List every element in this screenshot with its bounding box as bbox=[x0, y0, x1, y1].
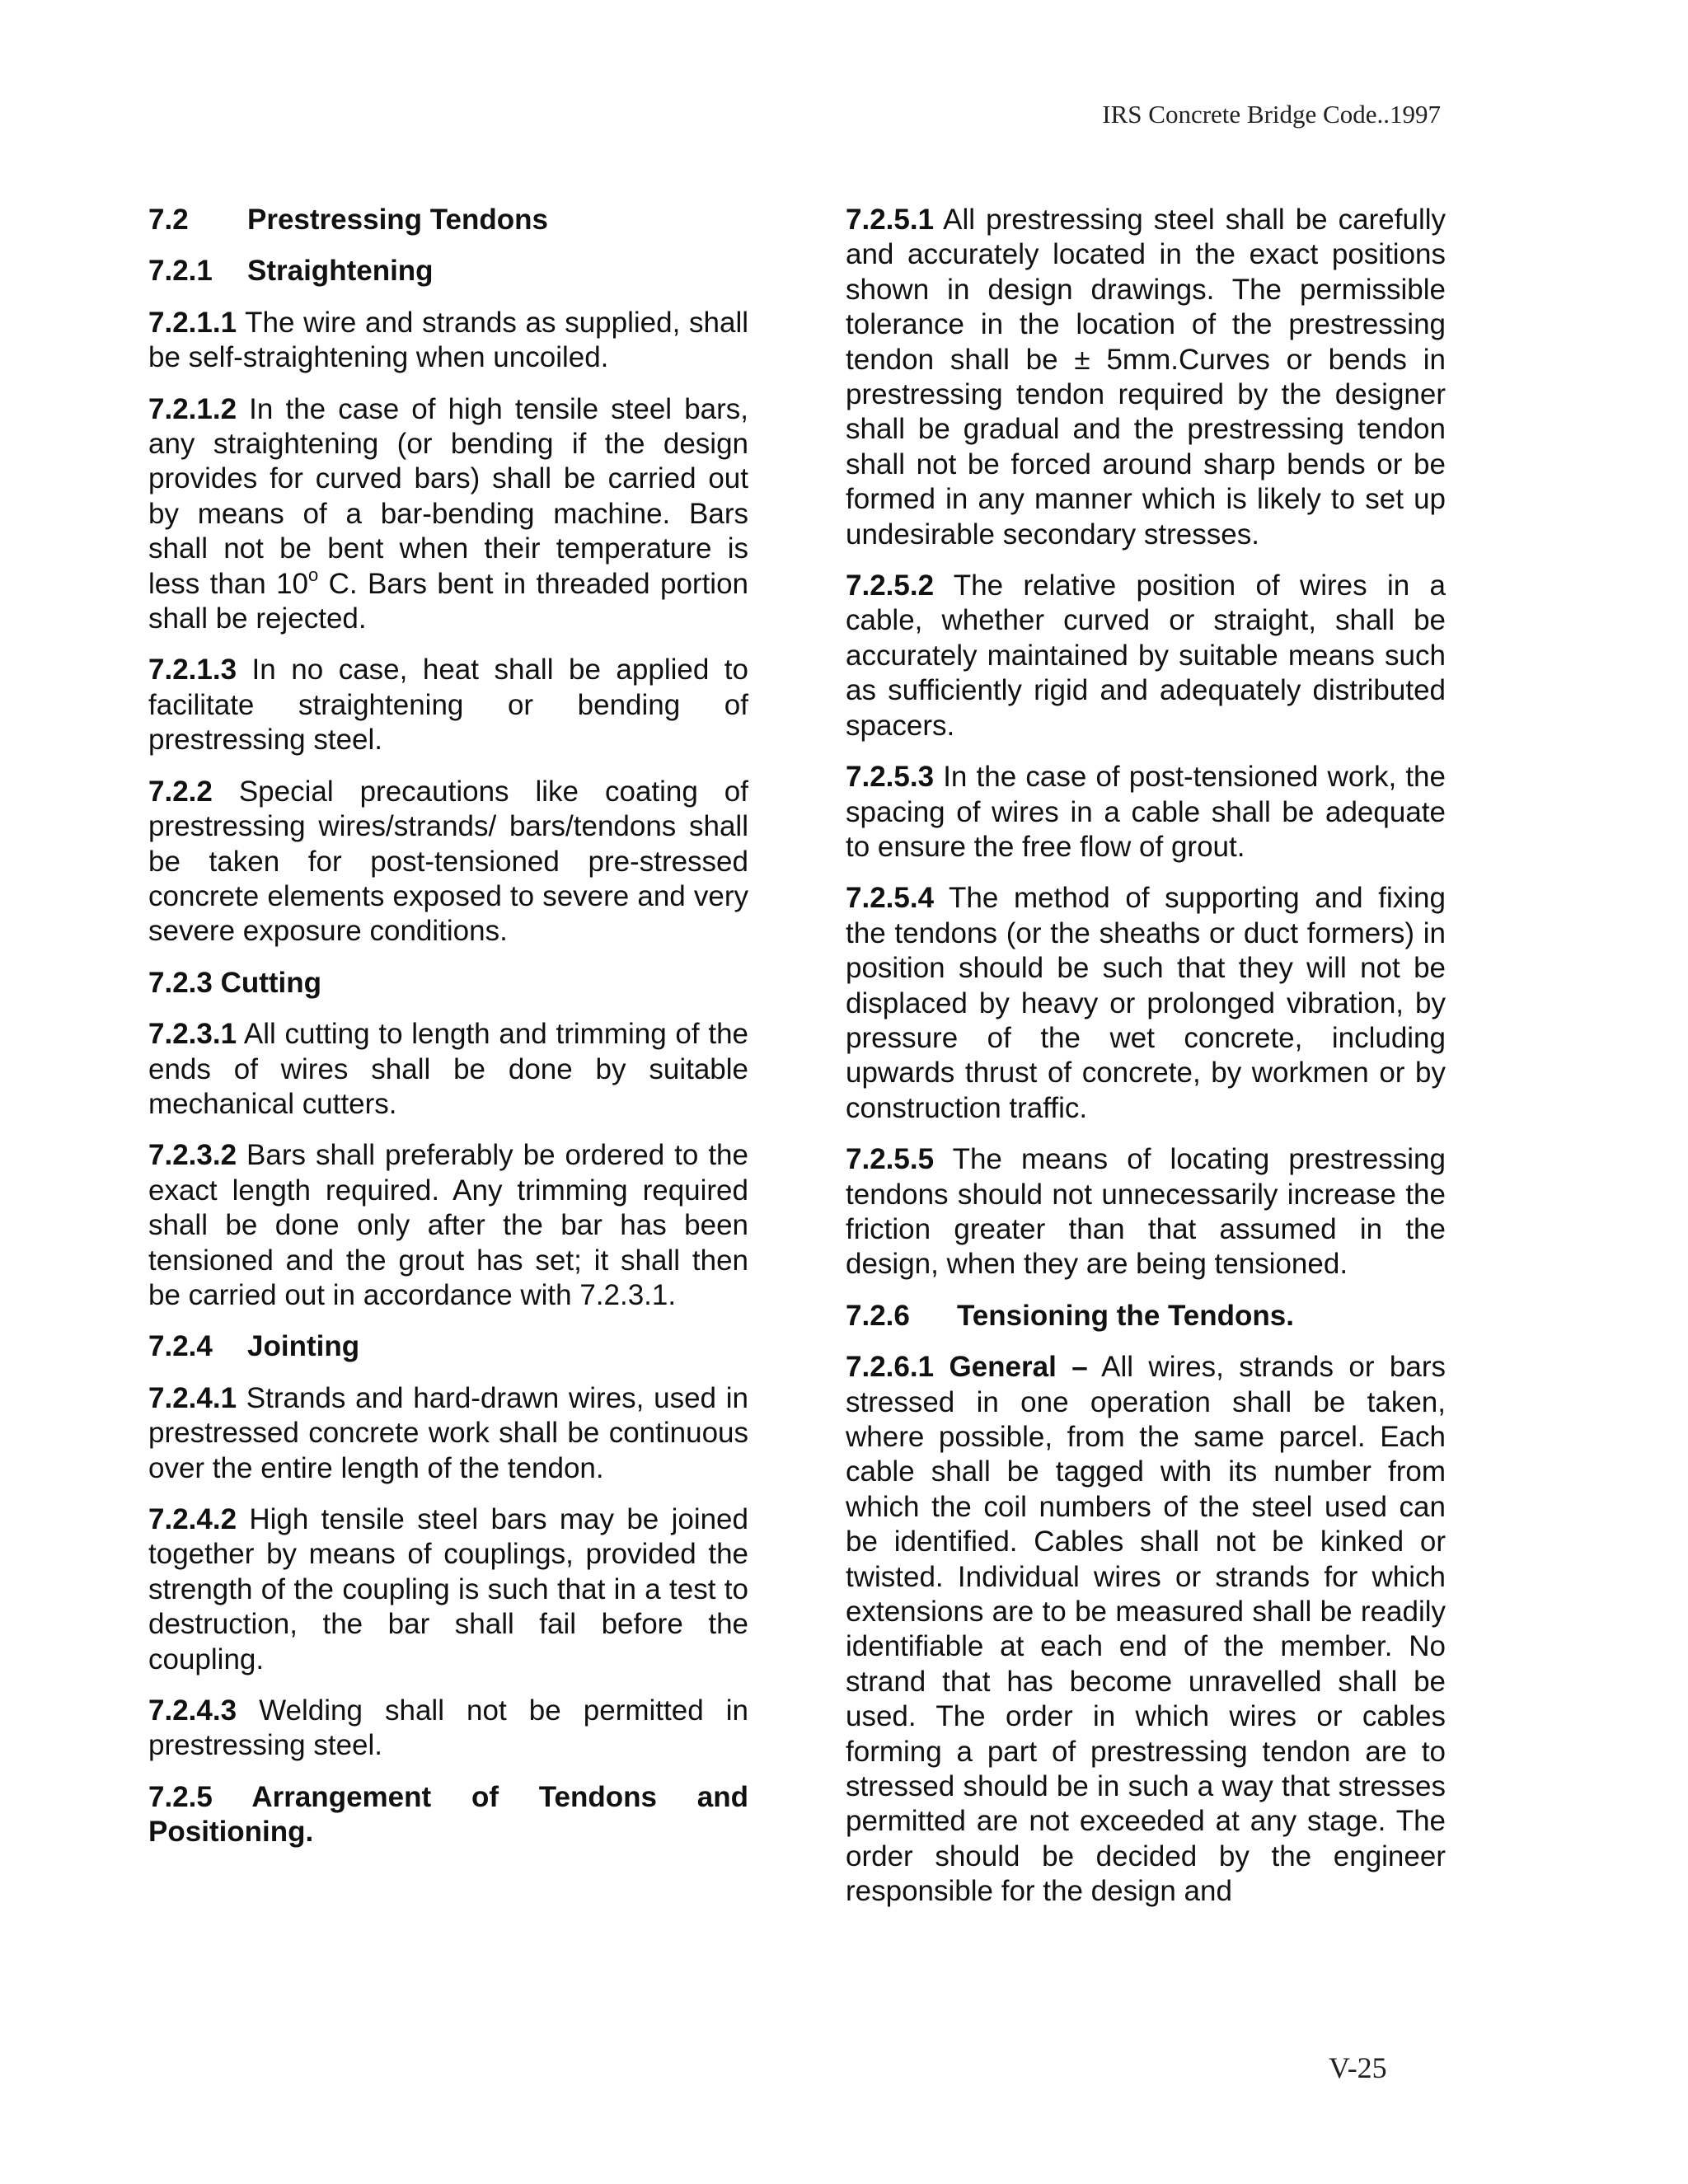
section-number: 7.2.1 bbox=[148, 255, 213, 288]
page-number: V-25 bbox=[1329, 2051, 1387, 2084]
clause-7-2-3-2 bbox=[148, 1138, 748, 1313]
clause-7-2-6-1 bbox=[846, 1350, 1446, 1910]
left-column bbox=[148, 203, 748, 1867]
clause-number: 7.2.3.1 bbox=[148, 1018, 237, 1051]
section-title: Tensioning the Tendons. bbox=[957, 1299, 1294, 1332]
clause-7-2-3-1 bbox=[148, 1017, 748, 1122]
clause-number: 7.2.5.3 bbox=[846, 761, 935, 794]
clause-text: Strands and hard-drawn wires, used in prestressed concrete work shall be continuous over the entire length of the tendon. bbox=[148, 1381, 748, 1484]
section-title: Prestressing Tendons bbox=[247, 204, 549, 236]
clause-text: In the case of high tensile steel bars, any straightening (or bending if the design provides for curved bars) shall be carried out by means of a bar-bending machine. Bars shall not be bent when their temperature is less than 10 bbox=[148, 392, 748, 600]
clause-text: All prestressing steel shall be carefully and accurately located in the exact positions shown in design drawings. The permissible tolerance in the location of the prestressing tendon shall be ± 5mm.Curves or bends in prestressing tendon required by the designer shall be gradual and the prestressing tendon shall not be forced around sharp bends or be formed in any manner which is likely to set up undesirable secondary stresses. bbox=[846, 204, 1446, 551]
clause-number: 7.2.6.1 bbox=[846, 1351, 935, 1384]
running-header: IRS Concrete Bridge Code..1997 bbox=[1102, 100, 1441, 129]
clause-number: 7.2.1.1 bbox=[148, 306, 237, 339]
section-heading-7-2-4 bbox=[148, 1329, 748, 1364]
clause-7-2-5-1 bbox=[846, 203, 1446, 552]
clause-text: Special precautions like coating of prestressing wires/strands/ bars/tendons shall be taken for post-tensioned pre-stressed concrete elements exposed to severe and very severe exposure conditions. bbox=[148, 775, 748, 948]
clause-7-2-5-3 bbox=[846, 760, 1446, 865]
section-heading-7-2-5: 7.2.5 Arrangement of Tendons and Positioning. bbox=[148, 1780, 748, 1849]
clause-text: Welding shall not be permitted in prestressing steel. bbox=[148, 1694, 748, 1762]
clause-text: All cutting to length and trimming of the ends of wires shall be done by suitable mechanical cutters. bbox=[148, 1018, 748, 1120]
degree-superscript: o bbox=[308, 564, 319, 585]
right-column bbox=[846, 203, 1446, 1926]
clause-text: Bars shall preferably be ordered to the exact length required. Any trimming required shall be done only after the bar has been tensioned and the grout has set; it shall then be carried out in accordance with 7.2.3.1. bbox=[148, 1139, 748, 1311]
clause-number: 7.2.5.4 bbox=[846, 882, 935, 915]
clause-7-2-1-3 bbox=[148, 653, 748, 757]
clause-text: In no case, heat shall be applied to facilitate straightening or bending of prestressing steel. bbox=[148, 654, 748, 757]
clause-number: 7.2.3.2 bbox=[148, 1139, 237, 1172]
clause-number: 7.2.2 bbox=[148, 775, 213, 808]
clause-number: 7.2.4.2 bbox=[148, 1503, 237, 1535]
clause-number: 7.2.4.1 bbox=[148, 1381, 237, 1414]
section-heading-7-2-3: 7.2.3 Cutting bbox=[148, 966, 322, 999]
clause-text-continued: C. Bars bent in threaded portion shall be rejected. bbox=[148, 567, 748, 635]
clause-text: The wire and strands as supplied, shall be self-straightening when uncoiled. bbox=[148, 306, 748, 374]
clause-7-2-2 bbox=[148, 775, 748, 949]
clause-7-2-1-2 bbox=[148, 392, 748, 637]
section-heading-7-2-6 bbox=[846, 1299, 1446, 1333]
clause-number: 7.2.5.1 bbox=[846, 204, 935, 236]
clause-number: 7.2.5.5 bbox=[846, 1143, 935, 1176]
section-number: 7.2.4 bbox=[148, 1330, 213, 1363]
clause-number: 7.2.1.2 bbox=[148, 392, 237, 425]
clause-7-2-5-5 bbox=[846, 1142, 1446, 1282]
clause-text: The means of locating prestressing tendons should not unnecessarily increase the friction greater than that assumed in the design, when they are being tensioned. bbox=[846, 1143, 1446, 1281]
clause-7-2-5-4 bbox=[846, 881, 1446, 1126]
clause-text: In the case of post-tensioned work, the spacing of wires in a cable shall be adequate to ensure the free flow of grout. bbox=[846, 761, 1446, 863]
clause-number: 7.2.5.2 bbox=[846, 569, 935, 602]
clause-text: All wires, strands or bars stressed in one operation shall be taken, where possible, from the same parcel. Each cable shall be tagged with its number from which the coil numbers of the steel used can be identified. Cables shall not be kinked or twisted. Individual wires or strands for which extensions are to be measured shall be readily identifiable at each end of the member. No strand that has become unravelled shall be used. The order in which wires or cables forming a part of prestressing tendon are to stressed should be in such a way that stresses permitted are not exceeded at any stage. The order should be decided by the engineer responsible for the design and bbox=[846, 1351, 1446, 1908]
clause-lead: General – bbox=[934, 1351, 1088, 1384]
clause-7-2-4-2 bbox=[148, 1502, 748, 1677]
clause-7-2-4-3 bbox=[148, 1694, 748, 1764]
clause-text: High tensile steel bars may be joined together by means of couplings, provided the strength of the coupling is such that in a test to destruction, the bar shall fail before the coupling. bbox=[148, 1503, 748, 1675]
clause-number: 7.2.1.3 bbox=[148, 654, 237, 687]
section-title: Straightening bbox=[247, 255, 434, 288]
clause-text: The method of supporting and fixing the tendons (or the sheaths or duct formers) in position should be such that they will not be displaced by heavy or prolonged vibration, by pressure of the wet concrete, including upwards thrust of concrete, by workmen or by construction traffic. bbox=[846, 882, 1446, 1124]
clause-7-2-1-1 bbox=[148, 306, 748, 376]
clause-number: 7.2.4.3 bbox=[148, 1694, 237, 1727]
section-title: Jointing bbox=[247, 1330, 360, 1363]
section-heading-7-2 bbox=[148, 203, 748, 237]
section-heading-7-2-1 bbox=[148, 254, 748, 288]
clause-7-2-5-2 bbox=[846, 569, 1446, 743]
section-number: 7.2.6 bbox=[846, 1299, 910, 1332]
section-number: 7.2 bbox=[148, 204, 189, 236]
clause-7-2-4-1 bbox=[148, 1381, 748, 1486]
clause-text: The relative position of wires in a cable, whether curved or straight, shall be accurately maintained by suitable means such as sufficiently rigid and adequately distributed spacers. bbox=[846, 569, 1446, 742]
